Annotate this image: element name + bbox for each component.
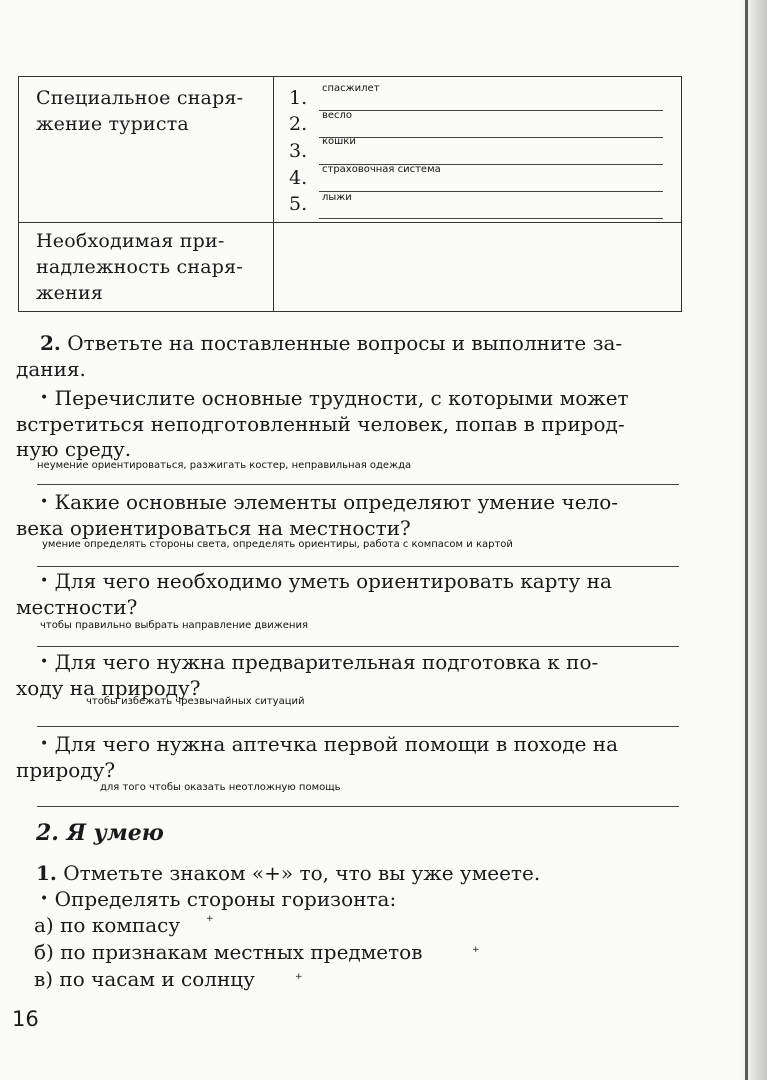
question2-text-line1: Какие основные элементы определяют умение чело- [54, 490, 619, 514]
item-line-2 [319, 137, 663, 138]
table-row-divider [19, 222, 681, 223]
equipment-table [18, 76, 682, 312]
page-edge-line [745, 0, 748, 1080]
bullet-icon: • [40, 654, 49, 670]
answer3-line [37, 646, 679, 647]
question5-text-line1: Для чего нужна аптечка первой помощи в походе на [54, 732, 619, 756]
question4-text-line1: Для чего нужна предварительная подготовка к по- [54, 650, 599, 674]
item-answer-3: кошки [322, 136, 356, 147]
option-b-mark: + [472, 945, 480, 955]
row2-label-line2: надлежность снаря- [36, 256, 243, 278]
item-answer-5: лыжи [322, 192, 352, 203]
bullet-icon: • [40, 573, 49, 589]
table-column-divider [273, 77, 274, 311]
question2-line2: века ориентироваться на местности? [16, 516, 411, 540]
row1-label [36, 85, 243, 137]
row2-label-line3: жения [36, 282, 104, 304]
question1-line2: встретиться неподготовленный человек, попав в природ- [16, 412, 625, 436]
answer1: неумение ориентироваться, разжигать костер, неправильная одежда [37, 460, 412, 471]
row2-label-line1: Необходимая при- [36, 230, 225, 252]
item-answer-1: спасжилет [322, 83, 380, 94]
question3-line1 [40, 568, 612, 594]
item-number-4: 4. [289, 167, 308, 189]
option-b: б) по признакам местных предметов [34, 940, 423, 964]
question1-line1 [40, 385, 629, 411]
task2-number: 2. [40, 331, 61, 355]
item-number-3: 3. [289, 140, 308, 162]
option-c: в) по часам и солнцу [34, 967, 255, 991]
item-line-4 [319, 191, 663, 192]
bullet-icon: • [40, 736, 49, 752]
task1-heading [36, 860, 540, 886]
question1-line3: ную среду. [16, 437, 132, 461]
row2-label [36, 228, 243, 306]
question5-line1 [40, 731, 618, 757]
question5-line2: природу? [16, 758, 116, 782]
question1-text-line1: Перечислите основные трудности, с которыми может [54, 386, 629, 410]
item-answer-2: весло [322, 110, 353, 121]
question3-line2: местности? [16, 595, 138, 619]
task1-number: 1. [36, 861, 57, 885]
answer3: чтобы правильно выбрать направление движения [40, 620, 308, 631]
task1-subheading [40, 886, 396, 912]
option-c-mark: + [295, 972, 303, 982]
item-answer-4: страховочная система [322, 164, 441, 175]
answer2-line [37, 566, 679, 567]
page-number: 16 [12, 1007, 39, 1031]
row1-label-line1: Специальное снаря- [36, 87, 244, 109]
question4-line1 [40, 649, 598, 675]
task1-text: Отметьте знаком «+» то, что вы уже умеете. [63, 861, 541, 885]
page-edge-shadow [737, 0, 767, 1080]
task2-heading-line2: дания. [16, 357, 86, 381]
question3-text-line1: Для чего необходимо уметь ориентировать карту на [54, 569, 612, 593]
item-number-2: 2. [289, 113, 308, 135]
answer1-line [37, 484, 679, 485]
question4-line2: ходу на природу? [16, 676, 201, 700]
item-line-1 [319, 110, 663, 111]
task2-text-line1: Ответьте на поставленные вопросы и выполните за- [67, 331, 623, 355]
task2-heading-line1 [40, 330, 622, 356]
question2-line1 [40, 489, 618, 515]
task1-sub-text: Определять стороны горизонта: [54, 887, 397, 911]
bullet-icon: • [40, 390, 49, 406]
item-number-1: 1. [289, 87, 308, 109]
answer2: умение определять стороны света, определять ориентиры, работа с компасом и картой [42, 539, 513, 550]
item-number-5: 5. [289, 193, 308, 215]
answer5: для того чтобы оказать неотложную помощь [100, 782, 341, 793]
answer5-line [37, 806, 679, 807]
bullet-icon: • [40, 494, 49, 510]
row1-label-line2: жение туриста [36, 113, 189, 135]
bullet-icon: • [40, 891, 49, 907]
section-title: 2. Я умею [36, 820, 164, 846]
option-a: а) по компасу [34, 913, 181, 937]
answer4-line [37, 726, 679, 727]
answer4: чтобы избежать чрезвычайных ситуаций [86, 696, 305, 707]
option-a-mark: + [206, 914, 214, 924]
item-line-5 [319, 218, 663, 219]
